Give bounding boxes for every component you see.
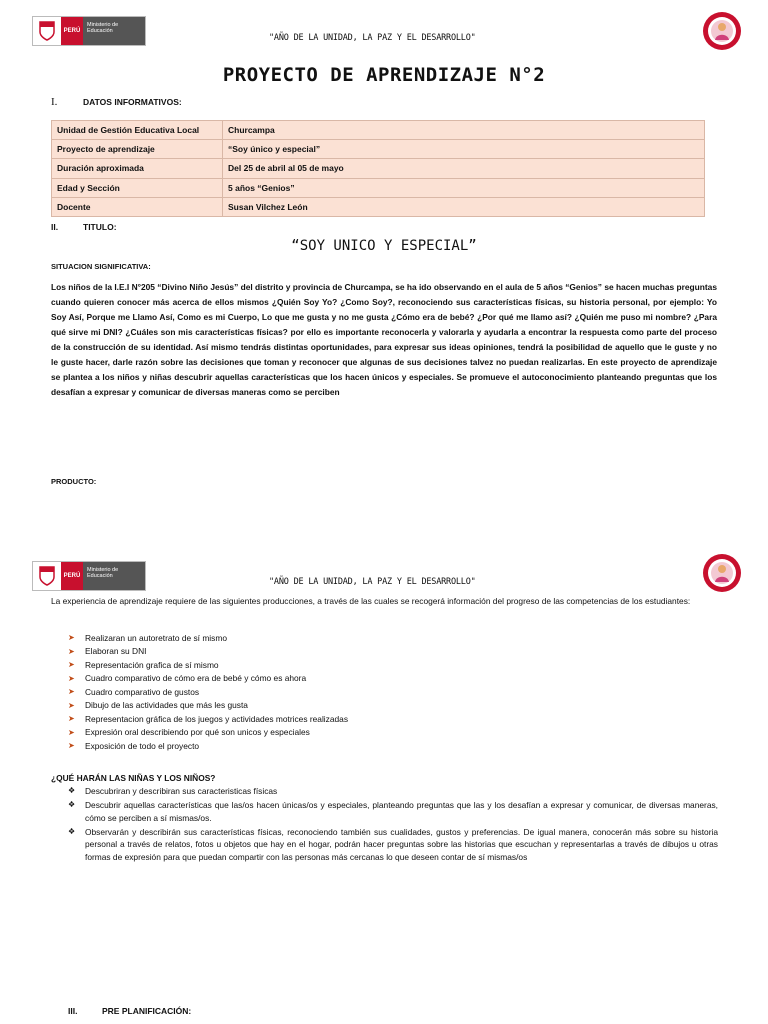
table-label-cell: Unidad de Gestión Educativa Local [52,121,223,140]
products-list [68,631,348,753]
producto-intro: La experiencia de aprendizaje requiere de las siguientes producciones, a través de las cuales se recogerá información del progreso de las competencias de los estudiantes: [51,596,691,606]
diamond-bullet-icon: ❖ [68,800,76,809]
pre-planificacion-label: PRE PLANIFICACIÓN: [102,1006,192,1016]
list-item-text: Cuadro comparativo de gustos [85,686,200,697]
ministry-label: Ministerio de Educación [83,562,145,590]
arrow-bullet-icon: ➤ [68,741,75,751]
list-item-text: Dibujo de las actividades que más les gusta [85,700,248,711]
peru-label: PERÚ [61,17,83,45]
list-item [68,672,348,686]
peru-shield-icon [33,17,61,45]
minedu-logo [32,16,146,46]
list-item [68,685,348,699]
list-item [68,726,348,740]
list-item-text: Expresión oral describiendo por qué son unicos y especiales [85,727,310,738]
pre-planificacion-numeral: III. [68,1006,78,1016]
actions-list [68,785,718,865]
table-value-cell: Del 25 de abril al 05 de mayo [223,159,705,178]
datos-heading-label: DATOS INFORMATIVOS: [83,97,182,107]
diamond-bullet-icon: ❖ [68,826,76,836]
minedu-logo [32,561,146,591]
arrow-bullet-icon: ➤ [68,700,75,710]
arrow-bullet-icon: ➤ [68,660,75,670]
list-item [68,645,348,659]
arrow-bullet-icon: ➤ [68,673,75,683]
table-label-cell: Docente [52,197,223,216]
project-title: “SOY UNICO Y ESPECIAL” [291,238,477,254]
table-label-cell: Proyecto de aprendizaje [52,140,223,159]
list-item-text: Observarán y describirán sus características físicas, reconociendo también sus cualidades, gustos y preferencias. De igual manera, conocerán más sobre su historia personal a través de relatos, fotos u objetos que hay en el hogar, podrán hacer preguntas sobre las historias que escuchan y representarlas a través de dibujos u otras formas de expresión para que puedan compartir con las personas más cercanas lo que deseen contar de sí mismas/os [85,826,718,862]
ministry-label: Ministerio de Educación [83,17,145,45]
table-value-cell: Churcampa [223,121,705,140]
list-item-text: Descubriran y describiran sus caracteristicas físicas [85,786,278,796]
list-item [68,799,718,824]
arrow-bullet-icon: ➤ [68,687,75,697]
table-row [52,178,705,197]
peru-shield-icon [33,562,61,590]
producto-heading: PRODUCTO: [51,477,97,486]
datos-heading [51,96,182,108]
list-item-text: Realizaran un autoretrato de sí mismo [85,632,227,643]
list-item-text: Elaboran su DNI [85,646,147,657]
header-motto: "AÑO DE LA UNIDAD, LA PAZ Y EL DESARROLLO" [269,577,476,587]
peru-label: PERÚ [61,562,83,590]
pre-planificacion-heading [68,1006,191,1016]
list-item [68,785,718,798]
diamond-bullet-icon: ❖ [68,786,76,795]
datos-table [51,120,705,217]
que-haran-heading: ¿QUÉ HARÁN LAS NIÑAS Y LOS NIÑOS? [51,773,216,783]
table-value-cell: Susan Vilchez León [223,197,705,216]
school-seal-icon [702,11,742,51]
arrow-bullet-icon: ➤ [68,714,75,724]
arrow-bullet-icon: ➤ [68,646,75,656]
titulo-numeral: II. [51,222,59,232]
list-item [68,631,348,645]
table-row [52,121,705,140]
list-item-text: Descubrir aquellas características que las/os hacen únicas/os y especiales, planteando preguntas que las y los desafían a expresar y comunicar, de diversas maneras, cómo se perciben a sí mismas/os. [85,800,718,823]
arrow-bullet-icon: ➤ [68,727,75,737]
list-item [68,712,348,726]
header-motto: "AÑO DE LA UNIDAD, LA PAZ Y EL DESARROLLO" [269,33,476,43]
table-label-cell: Duración aproximada [52,159,223,178]
titulo-heading [51,222,117,232]
datos-numeral: I. [51,96,58,108]
titulo-heading-label: TITULO: [83,222,117,232]
list-item [68,699,348,713]
situacion-heading: SITUACION SIGNIFICATIVA: [51,262,151,271]
table-label-cell: Edad y Sección [52,178,223,197]
school-seal-icon [702,553,742,593]
list-item-text: Representacion gráfica de los juegos y actividades motrices realizadas [85,713,349,724]
table-value-cell: 5 años “Genios” [223,178,705,197]
list-item [68,658,348,672]
situacion-text: Los niños de la I.E.I N°205 “Divino Niño Jesús” del distrito y provincia de Churcampa, se ha ido observando en el aula de 5 años “Genios” se hacen muchas preguntas cuando quieren conocer más acerca de ellos mismos ¿Quién Soy Yo? ¿Como Soy?, reconociendo sus características físicas, su historia personal, por ejemplo: Yo Soy Así, Porque me Llamo Así, Como es mi Cuerpo, Lo que me gusta y no me gusta ¿Cómo era de bebé? ¿Por qué me llamo así? ¿Quién me puso mi nombre? ¿Para qué sirve mi DNI? ¿Cuáles son mis características físicas? por ello es importante reconocerla y valorarla y ayudarla a encontrar la respuesta como parte del proceso de la construcción de su identidad. Así mismo tendrás distintas oportunidades, para expresar sus ideas opiniones, tendrá la posibilidad de aquello que le guste y no le guste hacer, darle razón sobre las decisiones que toman y reconocer que algunas de sus decisiones talvez no puedan realizarlas. En este proyecto de aprendizaje se plantea a los niños y niñas descubrir aquellas características que los hacen únicos y especiales. Se promueve el autoconocimiento planteando preguntas que los desafían a expresar y comunicar de diversas maneras como se perciben [51,282,717,397]
table-value-cell: “Soy único y especial” [223,140,705,159]
table-row [52,140,705,159]
list-item [68,739,348,753]
list-item-text: Exposición de todo el proyecto [85,740,200,751]
list-item-text: Cuadro comparativo de cómo era de bebé y cómo es ahora [85,673,307,684]
page-title: PROYECTO DE APRENDIZAJE N°2 [222,64,546,86]
list-item-text: Representación grafica de sí mismo [85,659,219,670]
arrow-bullet-icon: ➤ [68,633,75,643]
table-row [52,159,705,178]
list-item [68,826,718,864]
table-row [52,197,705,216]
